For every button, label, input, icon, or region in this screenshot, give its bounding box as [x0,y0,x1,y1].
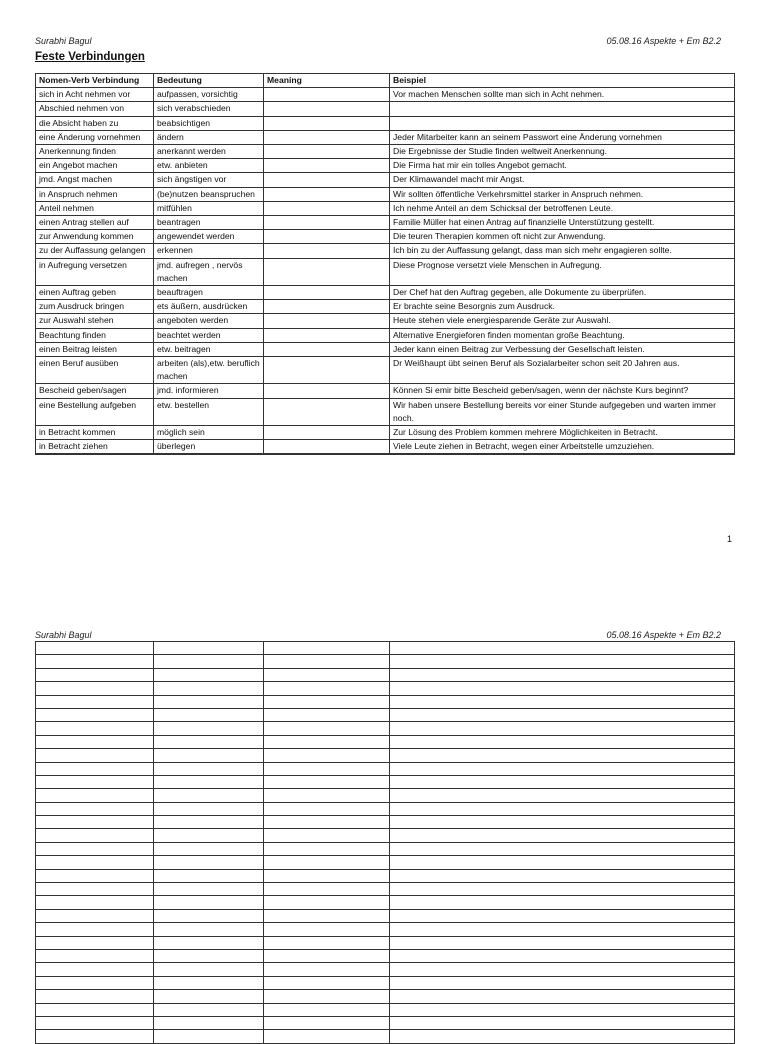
blank-table-row [36,936,735,949]
blank-cell [390,735,735,748]
cell-beispiel: Heute stehen viele energiesparende Geräte zur Auswahl. [390,314,735,328]
blank-cell [154,642,264,655]
cell-meaning [264,130,390,144]
blank-cell [264,869,390,882]
blank-cell [36,990,154,1003]
cell-meaning [264,201,390,215]
cell-nomen-verb: Anerkennung finden [36,145,154,159]
table-row [36,116,735,130]
blank-cell [390,695,735,708]
cell-beispiel: Die Ergebnisse der Studie finden weltweit Anerkennung. [390,145,735,159]
blank-table-row [36,842,735,855]
blank-cell [36,1030,154,1043]
cell-beispiel [390,102,735,116]
blank-cell [154,816,264,829]
cell-bedeutung: angeboten werden [154,314,264,328]
table-row [36,244,735,258]
blank-cell [390,642,735,655]
cell-nomen-verb: ein Angebot machen [36,159,154,173]
blank-cell [264,909,390,922]
column-header-bedeutung: Bedeutung [154,74,264,88]
blank-cell [154,842,264,855]
blank-table-row [36,1030,735,1043]
cell-nomen-verb: einen Auftrag geben [36,286,154,300]
cell-meaning [264,440,390,454]
blank-cell [264,976,390,989]
cell-bedeutung: anerkannt werden [154,145,264,159]
blank-cell [36,909,154,922]
cell-meaning [264,187,390,201]
blank-table-row [36,856,735,869]
blank-table-row [36,708,735,721]
cell-bedeutung [154,454,264,455]
blank-cell [264,883,390,896]
course-info: 05.08.16 Aspekte + Em B2.2 [606,630,721,640]
cell-meaning [264,159,390,173]
table-row [36,145,735,159]
blank-cell [390,789,735,802]
blank-cell [36,749,154,762]
blank-table-row [36,816,735,829]
cell-meaning [264,398,390,425]
cell-beispiel: Wir sollten öffentliche Verkehrsmittel starker in Anspruch nehmen. [390,187,735,201]
blank-cell [264,842,390,855]
blank-cell [154,1003,264,1016]
blank-cell [264,1003,390,1016]
table-row [36,440,735,454]
blank-cell [36,762,154,775]
blank-table-row [36,749,735,762]
blank-cell [390,869,735,882]
blank-table-row [36,990,735,1003]
cell-bedeutung: beabsichtigen [154,116,264,130]
blank-cell [36,1016,154,1029]
blank-cell [264,990,390,1003]
blank-table-row [36,869,735,882]
cell-beispiel: Jeder Mitarbeiter kann an seinem Passwort eine Änderung vornehmen [390,130,735,144]
blank-cell [390,963,735,976]
blank-cell [264,655,390,668]
blank-cell [154,735,264,748]
blank-cell [264,802,390,815]
blank-table-row [36,682,735,695]
cell-bedeutung: etw. bestellen [154,398,264,425]
cell-bedeutung: jmd. informieren [154,384,264,398]
cell-meaning [264,216,390,230]
blank-table-row [36,789,735,802]
blank-cell [264,789,390,802]
cell-meaning [264,384,390,398]
blank-cell [154,722,264,735]
blank-cell [154,749,264,762]
cell-meaning [264,258,390,285]
blank-table-row [36,963,735,976]
table-row [36,102,735,116]
cell-bedeutung: aufpassen, vorsichtig [154,88,264,102]
blank-cell [264,963,390,976]
blank-cell [264,695,390,708]
table-row [36,314,735,328]
cell-nomen-verb: Abschied nehmen von [36,102,154,116]
cell-beispiel: Diese Prognose versetzt viele Menschen in Aufregung. [390,258,735,285]
blank-cell [264,722,390,735]
blank-cell [36,722,154,735]
cell-nomen-verb: zu der Auffassung gelangen [36,244,154,258]
cell-beispiel: Können Si emir bitte Bescheid geben/sagen, wenn der nächste Kurs beginnt? [390,384,735,398]
cell-bedeutung: beauftragen [154,286,264,300]
author-name: Surabhi Bagul [35,36,92,46]
blank-table-row [36,762,735,775]
blank-cell [264,708,390,721]
blank-cell [36,695,154,708]
blank-table-row [36,909,735,922]
cell-meaning [264,286,390,300]
cell-meaning [264,244,390,258]
blank-cell [390,949,735,962]
blank-cell [154,869,264,882]
blank-cell [264,896,390,909]
blank-table-row [36,883,735,896]
table-row [36,201,735,215]
blank-table-row [36,642,735,655]
cell-bedeutung: jmd. aufregen , nervös machen [154,258,264,285]
blank-cell [154,708,264,721]
table-row [36,398,735,425]
cell-bedeutung: überlegen [154,440,264,454]
blank-cell [36,642,154,655]
blank-cell [154,775,264,788]
cell-beispiel: Der Chef hat den Auftrag gegeben, alle Dokumente zu überprüfen. [390,286,735,300]
blank-cell [36,655,154,668]
table-row [36,300,735,314]
table-row [36,187,735,201]
cell-meaning [264,230,390,244]
blank-cell [390,896,735,909]
blank-cell [154,949,264,962]
blank-cell [390,1003,735,1016]
blank-cell [390,829,735,842]
cell-nomen-verb: Bescheid geben/sagen [36,384,154,398]
blank-cell [36,883,154,896]
blank-cell [36,963,154,976]
cell-bedeutung: beachtet werden [154,328,264,342]
blank-table-row [36,668,735,681]
cell-meaning [264,314,390,328]
cell-beispiel: Dr Weißhaupt übt seinen Beruf als Sozialarbeiter schon seit 20 Jahren aus. [390,357,735,384]
cell-meaning [264,300,390,314]
cell-nomen-verb: in Anspruch nehmen [36,187,154,201]
cell-bedeutung: (be)nutzen beanspruchen [154,187,264,201]
blank-cell [36,775,154,788]
document-title: Feste Verbindungen [35,51,145,63]
blank-cell [36,829,154,842]
blank-cell [390,976,735,989]
blank-table-row [36,949,735,962]
blank-cell [390,802,735,815]
blank-cell [264,1030,390,1043]
cell-beispiel: Vor machen Menschen sollte man sich in Acht nehmen. [390,88,735,102]
blank-cell [390,762,735,775]
blank-cell [154,856,264,869]
blank-cell [264,642,390,655]
page-number: 1 [727,534,733,544]
cell-nomen-verb: die Absicht haben zu [36,116,154,130]
cell-nomen-verb: zur Anwendung kommen [36,230,154,244]
cell-beispiel: Ich bin zu der Auffassung gelangt, dass man sich mehr engagieren sollte. [390,244,735,258]
blank-cell [36,976,154,989]
column-header-beispiel: Beispiel [390,74,735,88]
blank-cell [390,722,735,735]
table-row [36,88,735,102]
table-header-row [36,74,735,88]
cell-nomen-verb: eine Bestellung aufgeben [36,398,154,425]
blank-cell [390,708,735,721]
cell-beispiel [390,116,735,130]
cell-beispiel: Die teuren Therapien kommen oft nicht zur Anwendung. [390,230,735,244]
blank-cell [390,883,735,896]
cell-nomen-verb: jmd. Angst machen [36,173,154,187]
table-row [36,384,735,398]
blank-cell [154,789,264,802]
blank-cell [154,990,264,1003]
column-header-meaning: Meaning [264,74,390,88]
blank-table-row [36,923,735,936]
blank-table-row [36,735,735,748]
cell-nomen-verb [36,454,154,455]
cell-beispiel: Der Klimawandel macht mir Angst. [390,173,735,187]
cell-nomen-verb: in Betracht kommen [36,426,154,440]
blank-cell [264,829,390,842]
blank-cell [36,869,154,882]
blank-table-row [36,775,735,788]
table-row [36,159,735,173]
blank-cell [390,1030,735,1043]
blank-cell [154,936,264,949]
blank-cell [36,708,154,721]
blank-cell [264,923,390,936]
blank-cell [390,655,735,668]
blank-cell [390,842,735,855]
blank-cell [390,990,735,1003]
blank-table-row [36,802,735,815]
cell-bedeutung: erkennen [154,244,264,258]
blank-cell [154,682,264,695]
cell-nomen-verb: Beachtung finden [36,328,154,342]
blank-cell [36,842,154,855]
blank-cell [154,976,264,989]
cell-beispiel: Jeder kann einen Beitrag zur Verbessung der Gesellschaft leisten. [390,342,735,356]
blank-cell [154,802,264,815]
table-row [36,286,735,300]
cell-nomen-verb: zum Ausdruck bringen [36,300,154,314]
blank-cell [264,682,390,695]
table-row [36,426,735,440]
cell-beispiel: Wir haben unsere Bestellung bereits vor einer Stunde aufgegeben und warten immer noch. [390,398,735,425]
blank-cell [154,896,264,909]
blank-table-row [36,829,735,842]
blank-vocabulary-table [35,641,735,1044]
cell-meaning [264,328,390,342]
blank-table-row [36,655,735,668]
cell-nomen-verb: einen Beitrag leisten [36,342,154,356]
blank-cell [154,668,264,681]
cell-nomen-verb: einen Beruf ausüben [36,357,154,384]
blank-cell [36,789,154,802]
cell-nomen-verb: einen Antrag stellen auf [36,216,154,230]
blank-cell [264,735,390,748]
cell-nomen-verb: Anteil nehmen [36,201,154,215]
cell-beispiel: Viele Leute ziehen in Betracht, wegen einer Arbeitstelle umzuziehen. [390,440,735,454]
cell-bedeutung: sich ängstigen vor [154,173,264,187]
course-info: 05.08.16 Aspekte + Em B2.2 [606,36,721,46]
blank-cell [154,1016,264,1029]
blank-cell [36,949,154,962]
blank-cell [36,856,154,869]
blank-cell [154,909,264,922]
cell-bedeutung: ets äußern, ausdrücken [154,300,264,314]
blank-cell [36,682,154,695]
blank-cell [390,856,735,869]
blank-cell [36,1003,154,1016]
blank-cell [36,735,154,748]
blank-cell [154,1030,264,1043]
cell-meaning [264,145,390,159]
blank-cell [36,936,154,949]
table-row [36,130,735,144]
cell-bedeutung: etw. anbieten [154,159,264,173]
blank-cell [390,668,735,681]
cell-bedeutung: arbeiten (als),etw. beruflich machen [154,357,264,384]
cell-meaning [264,116,390,130]
table-row [36,230,735,244]
cell-nomen-verb: eine Änderung vornehmen [36,130,154,144]
table-row [36,328,735,342]
blank-cell [390,816,735,829]
blank-cell [264,749,390,762]
cell-bedeutung: beantragen [154,216,264,230]
blank-cell [36,668,154,681]
blank-cell [154,655,264,668]
cell-bedeutung: ändern [154,130,264,144]
blank-cell [390,923,735,936]
table-row [36,258,735,285]
cell-meaning [264,173,390,187]
table-row [36,454,735,455]
blank-cell [390,749,735,762]
blank-cell [264,949,390,962]
cell-nomen-verb: in Betracht ziehen [36,440,154,454]
table-row [36,357,735,384]
blank-cell [264,762,390,775]
cell-beispiel: Zur Lösung des Problem kommen mehrere Möglichkeiten in Betracht. [390,426,735,440]
blank-cell [390,775,735,788]
blank-cell [36,923,154,936]
blank-cell [264,668,390,681]
cell-meaning [264,88,390,102]
blank-table-row [36,695,735,708]
blank-cell [36,802,154,815]
cell-beispiel: Die Firma hat mir ein tolles Angebot gemacht. [390,159,735,173]
blank-cell [390,1016,735,1029]
author-name: Surabhi Bagul [35,630,92,640]
cell-bedeutung: etw. beitragen [154,342,264,356]
table-row [36,342,735,356]
blank-cell [264,936,390,949]
blank-table-row [36,976,735,989]
blank-cell [390,682,735,695]
cell-nomen-verb: zur Auswahl stehen [36,314,154,328]
blank-cell [154,829,264,842]
blank-cell [264,1016,390,1029]
cell-beispiel: Ich nehme Anteil an dem Schicksal der betroffenen Leute. [390,201,735,215]
vocabulary-table [35,73,735,455]
blank-cell [36,896,154,909]
cell-bedeutung: sich verabschieden [154,102,264,116]
blank-cell [390,936,735,949]
cell-nomen-verb: in Aufregung versetzen [36,258,154,285]
cell-nomen-verb: sich in Acht nehmen vor [36,88,154,102]
blank-cell [264,816,390,829]
cell-bedeutung: angewendet werden [154,230,264,244]
blank-cell [154,923,264,936]
table-row [36,216,735,230]
blank-cell [264,775,390,788]
cell-bedeutung: mitfühlen [154,201,264,215]
blank-cell [390,909,735,922]
cell-bedeutung: möglich sein [154,426,264,440]
cell-beispiel: Er brachte seine Besorgnis zum Ausdruck. [390,300,735,314]
blank-cell [36,816,154,829]
cell-meaning [264,357,390,384]
column-header-nomen-verb: Nomen-Verb Verbindung [36,74,154,88]
blank-table-row [36,722,735,735]
cell-beispiel: Familie Müller hat einen Antrag auf finanzielle Unterstützung gestellt. [390,216,735,230]
cell-meaning [264,102,390,116]
cell-meaning [264,454,390,455]
cell-meaning [264,426,390,440]
blank-cell [154,762,264,775]
cell-beispiel: Alternative Energieforen finden momentan große Beachtung. [390,328,735,342]
blank-table-row [36,896,735,909]
cell-meaning [264,342,390,356]
table-row [36,173,735,187]
blank-cell [154,963,264,976]
blank-cell [154,695,264,708]
blank-table-row [36,1003,735,1016]
blank-table-row [36,1016,735,1029]
blank-cell [154,883,264,896]
cell-beispiel [390,454,735,455]
blank-cell [264,856,390,869]
